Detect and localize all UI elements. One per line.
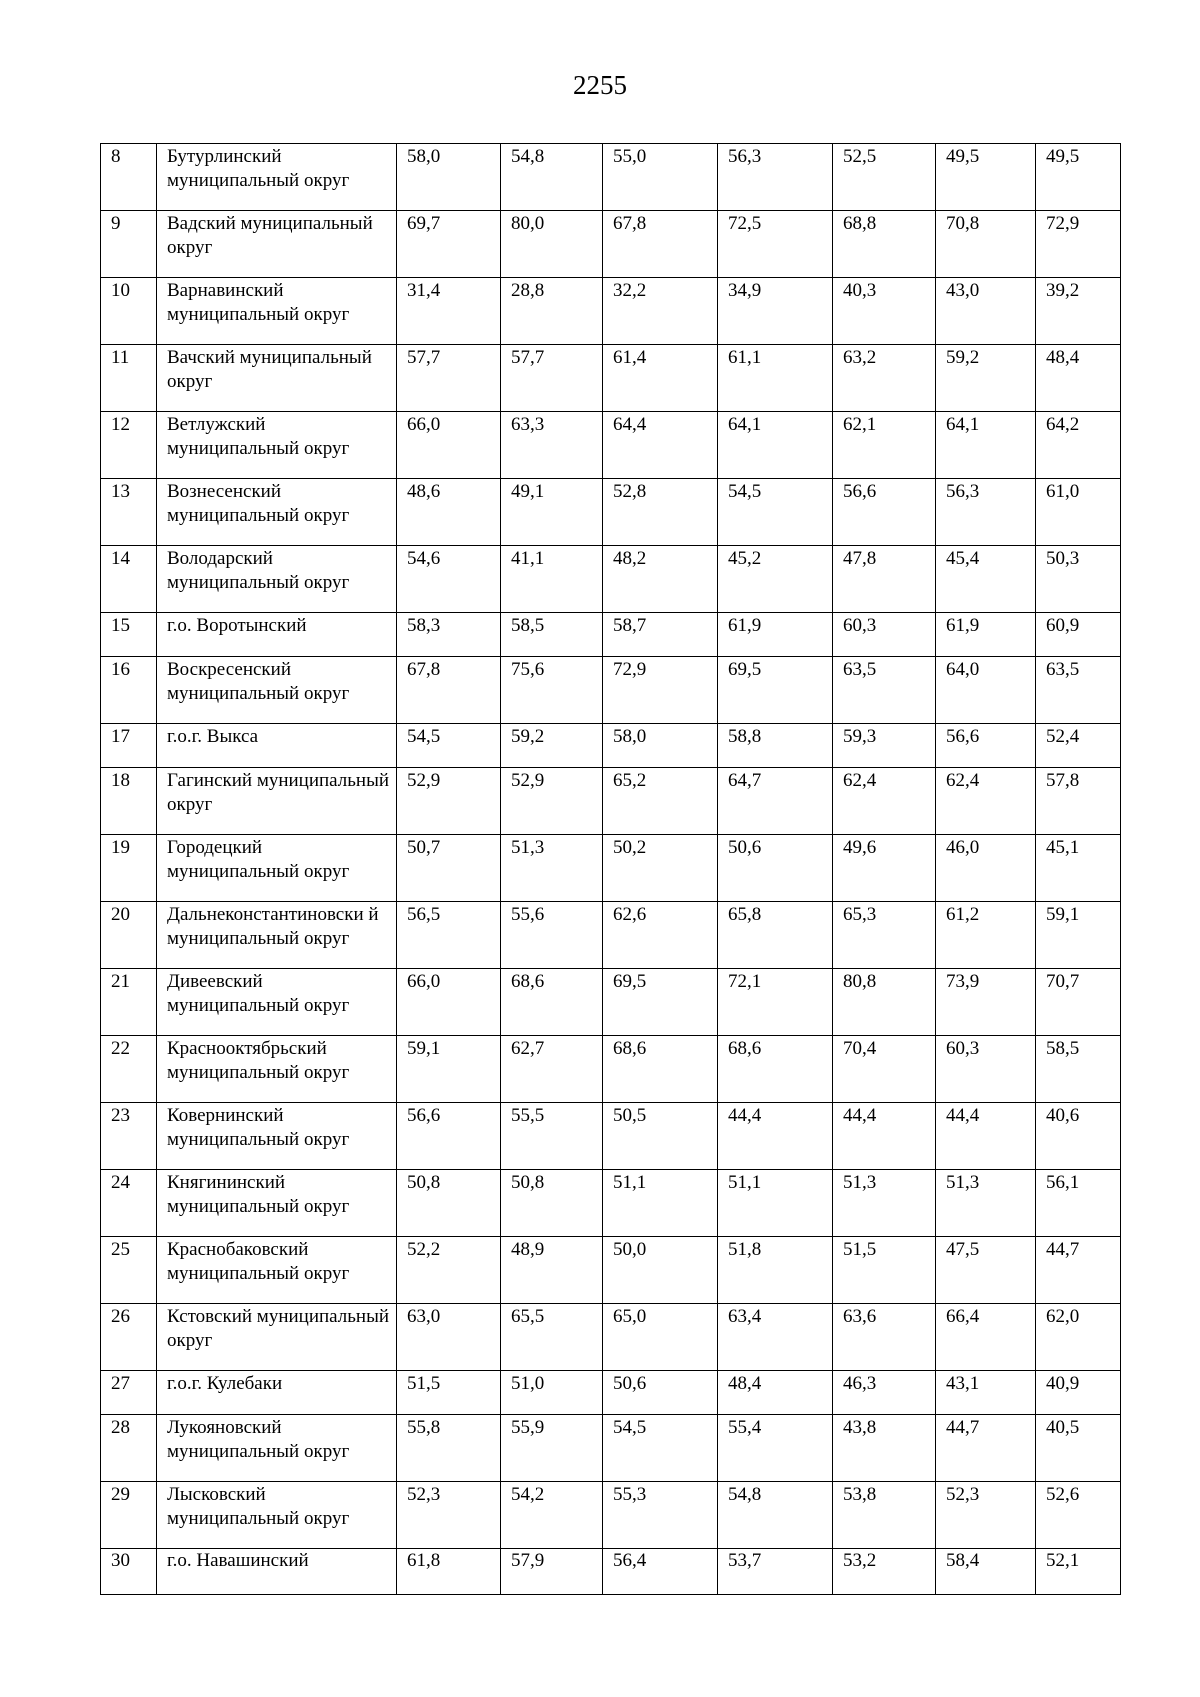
value-cell: 47,5 <box>936 1237 1036 1304</box>
value-cell: 62,4 <box>936 768 1036 835</box>
value-cell: 63,5 <box>1036 657 1121 724</box>
value-cell: 58,7 <box>603 613 718 657</box>
district-name-cell: Городецкий муниципальный округ <box>157 835 397 902</box>
value-cell: 48,4 <box>718 1371 833 1415</box>
value-cell: 56,6 <box>833 479 936 546</box>
district-name-cell: Воскресенский муниципальный округ <box>157 657 397 724</box>
district-name-cell: Краснобаковский муниципальный округ <box>157 1237 397 1304</box>
row-number-cell: 8 <box>101 144 157 211</box>
value-cell: 61,8 <box>397 1549 501 1595</box>
row-number-cell: 29 <box>101 1482 157 1549</box>
value-cell: 48,4 <box>1036 345 1121 412</box>
value-cell: 80,8 <box>833 969 936 1036</box>
row-number-cell: 25 <box>101 1237 157 1304</box>
table-row <box>101 412 1121 479</box>
value-cell: 80,0 <box>501 211 603 278</box>
value-cell: 56,3 <box>936 479 1036 546</box>
table-row <box>101 144 1121 211</box>
value-cell: 56,4 <box>603 1549 718 1595</box>
value-cell: 62,4 <box>833 768 936 835</box>
value-cell: 60,9 <box>1036 613 1121 657</box>
value-cell: 69,5 <box>603 969 718 1036</box>
value-cell: 34,9 <box>718 278 833 345</box>
value-cell: 54,5 <box>397 724 501 768</box>
value-cell: 50,6 <box>603 1371 718 1415</box>
row-number-cell: 18 <box>101 768 157 835</box>
table-row <box>101 278 1121 345</box>
district-name-cell: г.о.г. Выкса <box>157 724 397 768</box>
value-cell: 63,6 <box>833 1304 936 1371</box>
value-cell: 44,4 <box>936 1103 1036 1170</box>
value-cell: 59,2 <box>936 345 1036 412</box>
value-cell: 52,1 <box>1036 1549 1121 1595</box>
value-cell: 48,9 <box>501 1237 603 1304</box>
value-cell: 40,5 <box>1036 1415 1121 1482</box>
value-cell: 73,9 <box>936 969 1036 1036</box>
value-cell: 51,0 <box>501 1371 603 1415</box>
value-cell: 51,3 <box>936 1170 1036 1237</box>
district-name-cell: Вадский муниципальный округ <box>157 211 397 278</box>
value-cell: 64,7 <box>718 768 833 835</box>
value-cell: 54,8 <box>718 1482 833 1549</box>
district-name-cell: Дальнеконстантиновски й муниципальный округ <box>157 902 397 969</box>
table-row <box>101 1237 1121 1304</box>
table-row <box>101 1415 1121 1482</box>
row-number-cell: 19 <box>101 835 157 902</box>
value-cell: 49,1 <box>501 479 603 546</box>
value-cell: 58,3 <box>397 613 501 657</box>
value-cell: 62,7 <box>501 1036 603 1103</box>
value-cell: 67,8 <box>397 657 501 724</box>
district-name-cell: Ветлужский муниципальный округ <box>157 412 397 479</box>
value-cell: 57,7 <box>501 345 603 412</box>
row-number-cell: 27 <box>101 1371 157 1415</box>
value-cell: 51,1 <box>718 1170 833 1237</box>
table-row <box>101 902 1121 969</box>
value-cell: 53,2 <box>833 1549 936 1595</box>
value-cell: 68,6 <box>501 969 603 1036</box>
page-number: 2255 <box>573 70 627 100</box>
value-cell: 54,2 <box>501 1482 603 1549</box>
district-name-cell: г.о. Воротынский <box>157 613 397 657</box>
value-cell: 52,6 <box>1036 1482 1121 1549</box>
value-cell: 55,3 <box>603 1482 718 1549</box>
table-row <box>101 546 1121 613</box>
value-cell: 58,4 <box>936 1549 1036 1595</box>
value-cell: 72,5 <box>718 211 833 278</box>
value-cell: 61,1 <box>718 345 833 412</box>
value-cell: 62,6 <box>603 902 718 969</box>
value-cell: 52,9 <box>397 768 501 835</box>
value-cell: 43,8 <box>833 1415 936 1482</box>
value-cell: 63,5 <box>833 657 936 724</box>
table-body <box>101 144 1121 1595</box>
value-cell: 55,6 <box>501 902 603 969</box>
value-cell: 68,6 <box>603 1036 718 1103</box>
value-cell: 54,5 <box>718 479 833 546</box>
value-cell: 63,0 <box>397 1304 501 1371</box>
value-cell: 64,1 <box>936 412 1036 479</box>
district-name-cell: Лукояновский муниципальный округ <box>157 1415 397 1482</box>
value-cell: 48,2 <box>603 546 718 613</box>
value-cell: 52,5 <box>833 144 936 211</box>
value-cell: 64,2 <box>1036 412 1121 479</box>
value-cell: 65,3 <box>833 902 936 969</box>
value-cell: 61,9 <box>718 613 833 657</box>
row-number-cell: 9 <box>101 211 157 278</box>
value-cell: 51,3 <box>501 835 603 902</box>
value-cell: 49,5 <box>936 144 1036 211</box>
row-number-cell: 15 <box>101 613 157 657</box>
value-cell: 31,4 <box>397 278 501 345</box>
value-cell: 52,3 <box>397 1482 501 1549</box>
value-cell: 63,2 <box>833 345 936 412</box>
value-cell: 45,2 <box>718 546 833 613</box>
value-cell: 56,6 <box>936 724 1036 768</box>
value-cell: 43,0 <box>936 278 1036 345</box>
value-cell: 59,1 <box>1036 902 1121 969</box>
value-cell: 32,2 <box>603 278 718 345</box>
value-cell: 65,0 <box>603 1304 718 1371</box>
value-cell: 45,4 <box>936 546 1036 613</box>
value-cell: 51,1 <box>603 1170 718 1237</box>
table-row <box>101 1371 1121 1415</box>
value-cell: 50,2 <box>603 835 718 902</box>
district-name-cell: Вачский муниципальный округ <box>157 345 397 412</box>
value-cell: 61,2 <box>936 902 1036 969</box>
value-cell: 66,4 <box>936 1304 1036 1371</box>
table-row <box>101 1170 1121 1237</box>
value-cell: 62,0 <box>1036 1304 1121 1371</box>
value-cell: 46,3 <box>833 1371 936 1415</box>
table-row <box>101 768 1121 835</box>
value-cell: 61,4 <box>603 345 718 412</box>
table-row <box>101 969 1121 1036</box>
value-cell: 44,4 <box>833 1103 936 1170</box>
value-cell: 68,6 <box>718 1036 833 1103</box>
value-cell: 55,8 <box>397 1415 501 1482</box>
row-number-cell: 11 <box>101 345 157 412</box>
value-cell: 53,8 <box>833 1482 936 1549</box>
value-cell: 49,5 <box>1036 144 1121 211</box>
row-number-cell: 28 <box>101 1415 157 1482</box>
value-cell: 43,1 <box>936 1371 1036 1415</box>
table-row <box>101 724 1121 768</box>
table-row <box>101 835 1121 902</box>
value-cell: 68,8 <box>833 211 936 278</box>
value-cell: 61,9 <box>936 613 1036 657</box>
value-cell: 50,0 <box>603 1237 718 1304</box>
value-cell: 56,3 <box>718 144 833 211</box>
value-cell: 60,3 <box>936 1036 1036 1103</box>
value-cell: 50,6 <box>718 835 833 902</box>
value-cell: 67,8 <box>603 211 718 278</box>
value-cell: 56,5 <box>397 902 501 969</box>
district-name-cell: Володарский муниципальный округ <box>157 546 397 613</box>
value-cell: 58,0 <box>603 724 718 768</box>
district-name-cell: Ковернинский муниципальный округ <box>157 1103 397 1170</box>
statistics-table <box>100 143 1121 1595</box>
table-row <box>101 613 1121 657</box>
value-cell: 70,8 <box>936 211 1036 278</box>
value-cell: 70,4 <box>833 1036 936 1103</box>
value-cell: 51,5 <box>397 1371 501 1415</box>
value-cell: 65,8 <box>718 902 833 969</box>
value-cell: 63,3 <box>501 412 603 479</box>
value-cell: 72,9 <box>1036 211 1121 278</box>
value-cell: 59,2 <box>501 724 603 768</box>
value-cell: 49,6 <box>833 835 936 902</box>
value-cell: 44,4 <box>718 1103 833 1170</box>
value-cell: 50,7 <box>397 835 501 902</box>
value-cell: 44,7 <box>936 1415 1036 1482</box>
district-name-cell: Княгининский муниципальный округ <box>157 1170 397 1237</box>
row-number-cell: 16 <box>101 657 157 724</box>
table-row <box>101 1482 1121 1549</box>
value-cell: 59,3 <box>833 724 936 768</box>
value-cell: 69,5 <box>718 657 833 724</box>
value-cell: 52,8 <box>603 479 718 546</box>
value-cell: 57,8 <box>1036 768 1121 835</box>
value-cell: 55,4 <box>718 1415 833 1482</box>
value-cell: 40,9 <box>1036 1371 1121 1415</box>
value-cell: 53,7 <box>718 1549 833 1595</box>
value-cell: 50,5 <box>603 1103 718 1170</box>
value-cell: 54,8 <box>501 144 603 211</box>
table-row <box>101 1304 1121 1371</box>
row-number-cell: 20 <box>101 902 157 969</box>
value-cell: 58,8 <box>718 724 833 768</box>
value-cell: 54,6 <box>397 546 501 613</box>
value-cell: 59,1 <box>397 1036 501 1103</box>
table-row <box>101 211 1121 278</box>
row-number-cell: 26 <box>101 1304 157 1371</box>
value-cell: 51,3 <box>833 1170 936 1237</box>
district-name-cell: Кстовский муниципальный округ <box>157 1304 397 1371</box>
row-number-cell: 13 <box>101 479 157 546</box>
value-cell: 45,1 <box>1036 835 1121 902</box>
table-row <box>101 1549 1121 1595</box>
table-row <box>101 479 1121 546</box>
value-cell: 52,3 <box>936 1482 1036 1549</box>
value-cell: 50,8 <box>501 1170 603 1237</box>
value-cell: 58,5 <box>501 613 603 657</box>
value-cell: 56,6 <box>397 1103 501 1170</box>
row-number-cell: 21 <box>101 969 157 1036</box>
value-cell: 50,3 <box>1036 546 1121 613</box>
value-cell: 56,1 <box>1036 1170 1121 1237</box>
value-cell: 46,0 <box>936 835 1036 902</box>
value-cell: 55,5 <box>501 1103 603 1170</box>
value-cell: 55,9 <box>501 1415 603 1482</box>
value-cell: 41,1 <box>501 546 603 613</box>
value-cell: 55,0 <box>603 144 718 211</box>
district-name-cell: Вознесенский муниципальный округ <box>157 479 397 546</box>
table-row <box>101 345 1121 412</box>
value-cell: 64,4 <box>603 412 718 479</box>
row-number-cell: 12 <box>101 412 157 479</box>
row-number-cell: 24 <box>101 1170 157 1237</box>
district-name-cell: Лысковский муниципальный округ <box>157 1482 397 1549</box>
value-cell: 51,8 <box>718 1237 833 1304</box>
value-cell: 65,5 <box>501 1304 603 1371</box>
value-cell: 57,9 <box>501 1549 603 1595</box>
value-cell: 62,1 <box>833 412 936 479</box>
value-cell: 40,6 <box>1036 1103 1121 1170</box>
value-cell: 65,2 <box>603 768 718 835</box>
value-cell: 28,8 <box>501 278 603 345</box>
value-cell: 47,8 <box>833 546 936 613</box>
value-cell: 40,3 <box>833 278 936 345</box>
value-cell: 69,7 <box>397 211 501 278</box>
value-cell: 66,0 <box>397 969 501 1036</box>
value-cell: 63,4 <box>718 1304 833 1371</box>
district-name-cell: Дивеевский муниципальный округ <box>157 969 397 1036</box>
value-cell: 72,1 <box>718 969 833 1036</box>
district-name-cell: г.о.г. Кулебаки <box>157 1371 397 1415</box>
value-cell: 60,3 <box>833 613 936 657</box>
row-number-cell: 17 <box>101 724 157 768</box>
value-cell: 75,6 <box>501 657 603 724</box>
district-name-cell: Варнавинский муниципальный округ <box>157 278 397 345</box>
table-row <box>101 1036 1121 1103</box>
district-name-cell: Гагинский муниципальный округ <box>157 768 397 835</box>
value-cell: 57,7 <box>397 345 501 412</box>
value-cell: 39,2 <box>1036 278 1121 345</box>
value-cell: 52,2 <box>397 1237 501 1304</box>
row-number-cell: 30 <box>101 1549 157 1595</box>
value-cell: 51,5 <box>833 1237 936 1304</box>
value-cell: 48,6 <box>397 479 501 546</box>
value-cell: 61,0 <box>1036 479 1121 546</box>
value-cell: 72,9 <box>603 657 718 724</box>
value-cell: 44,7 <box>1036 1237 1121 1304</box>
district-name-cell: г.о. Навашинский <box>157 1549 397 1595</box>
value-cell: 64,1 <box>718 412 833 479</box>
row-number-cell: 10 <box>101 278 157 345</box>
district-name-cell: Краснооктябрьский муниципальный округ <box>157 1036 397 1103</box>
table-row <box>101 1103 1121 1170</box>
value-cell: 66,0 <box>397 412 501 479</box>
value-cell: 58,0 <box>397 144 501 211</box>
value-cell: 58,5 <box>1036 1036 1121 1103</box>
value-cell: 54,5 <box>603 1415 718 1482</box>
value-cell: 50,8 <box>397 1170 501 1237</box>
row-number-cell: 14 <box>101 546 157 613</box>
row-number-cell: 23 <box>101 1103 157 1170</box>
value-cell: 52,9 <box>501 768 603 835</box>
value-cell: 64,0 <box>936 657 1036 724</box>
district-name-cell: Бутурлинский муниципальный округ <box>157 144 397 211</box>
value-cell: 70,7 <box>1036 969 1121 1036</box>
value-cell: 52,4 <box>1036 724 1121 768</box>
table-row <box>101 657 1121 724</box>
row-number-cell: 22 <box>101 1036 157 1103</box>
